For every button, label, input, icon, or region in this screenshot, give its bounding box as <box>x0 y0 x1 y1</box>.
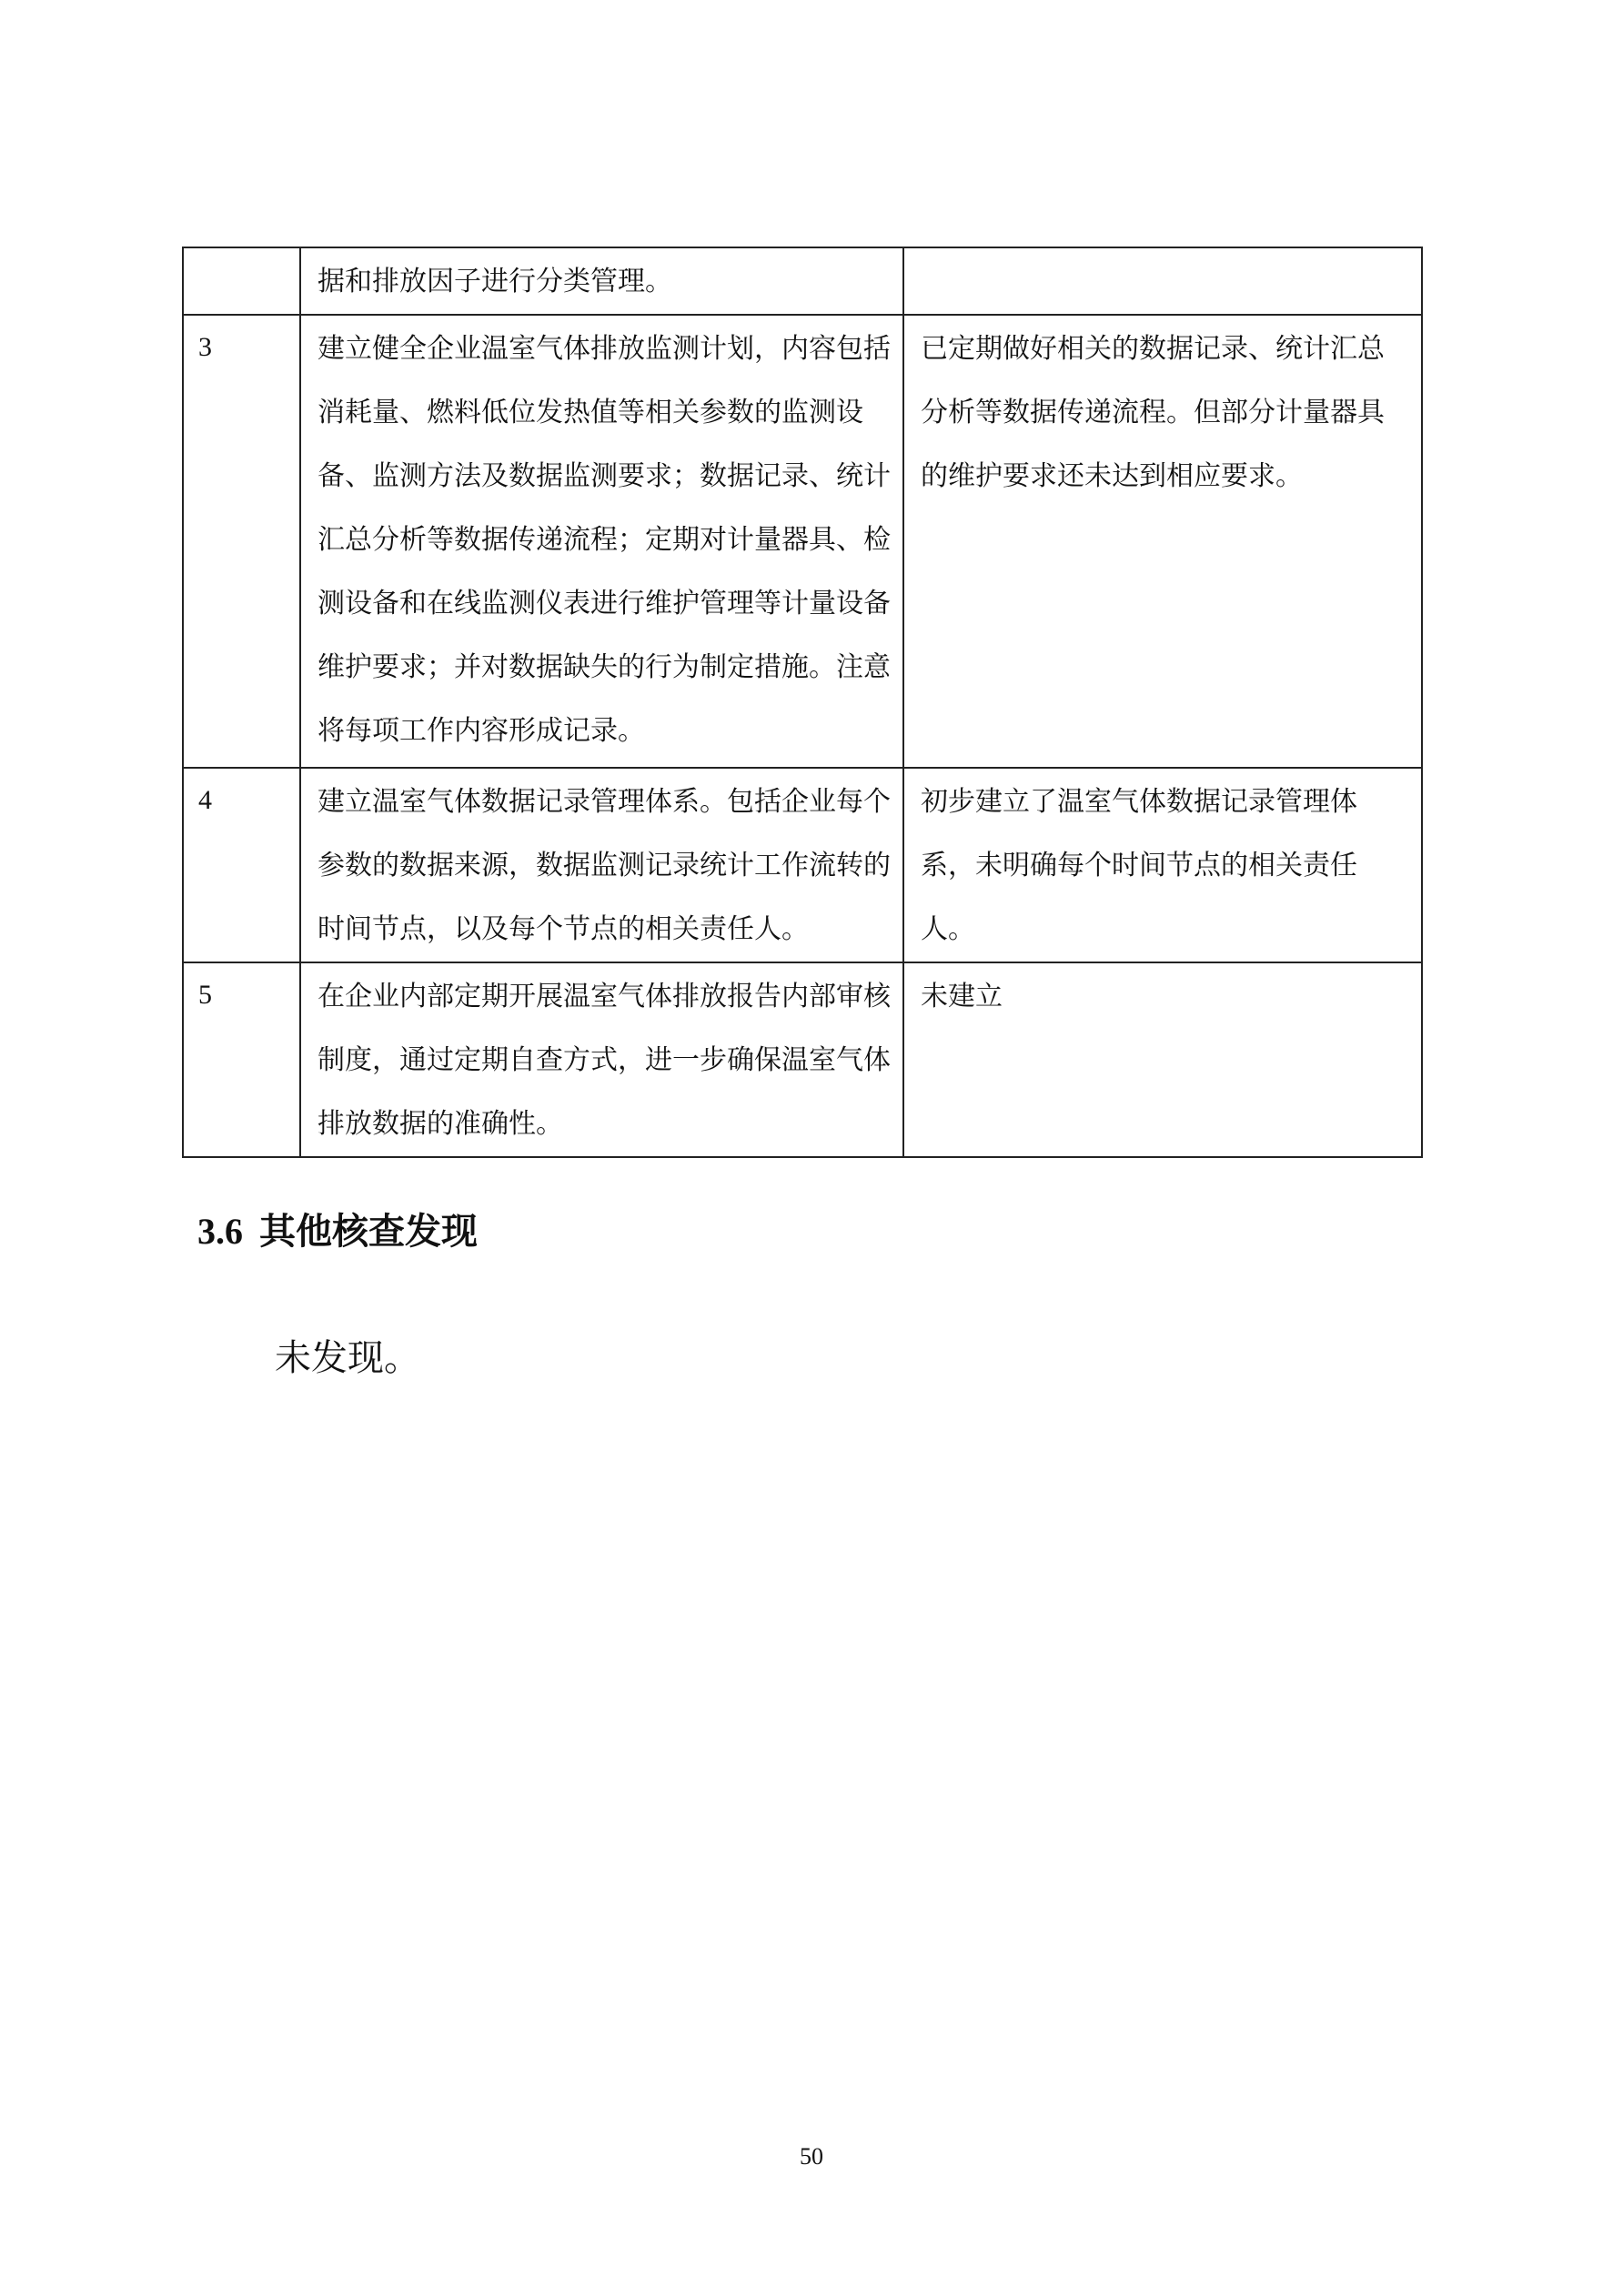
requirement-cell <box>300 247 903 315</box>
table-row <box>183 315 1422 768</box>
status-cell <box>903 247 1422 315</box>
status-text: 未建立 <box>921 981 1003 1012</box>
requirement-text: 建立温室气体数据记录管理体系。包括企业每个参数的数据来源，数据监测记录统计工作流转的时间节点，以及每个节点的相关责任人。 <box>318 786 891 945</box>
requirement-cell <box>300 962 903 1157</box>
section-title: 其他核查发现 <box>259 1210 478 1253</box>
status-text <box>921 248 1410 250</box>
status-cell <box>903 315 1422 768</box>
row-number-cell: 5 <box>183 962 300 1157</box>
section-body-text: 未发现。 <box>275 1337 420 1379</box>
status-text: 已定期做好相关的数据记录、统计汇总分析等数据传递流程。但部分计量器具的维护要求还未达到相应要求。 <box>921 333 1385 492</box>
table-row <box>183 768 1422 962</box>
status-cell <box>903 962 1422 1157</box>
row-number-cell <box>183 247 300 315</box>
requirement-text: 建立健全企业温室气体排放监测计划，内容包括消耗量、燃料低位发热值等相关参数的监测设备、监测方法及数据监测要求；数据记录、统计汇总分析等数据传递流程；定期对计量器具、检测设备和在线监测仪表进行维护管理等计量设备维护要求；并对数据缺失的行为制定措施。注意将每项工作内容形成记录。 <box>318 333 891 747</box>
requirement-cell <box>300 768 903 962</box>
requirement-cell <box>300 315 903 768</box>
status-text: 初步建立了温室气体数据记录管理体系，未明确每个时间节点的相关责任人。 <box>921 786 1357 945</box>
page-number: 50 <box>800 2143 823 2170</box>
requirement-text: 据和排放因子进行分类管理。 <box>318 266 672 297</box>
section-number: 3.6 <box>197 1211 243 1252</box>
findings-table <box>182 247 1423 1158</box>
row-number-cell: 4 <box>183 768 300 962</box>
table-row <box>183 247 1422 315</box>
status-cell <box>903 768 1422 962</box>
row-number-cell: 3 <box>183 315 300 768</box>
requirement-text: 在企业内部定期开展温室气体排放报告内部审核制度，通过定期自查方式，进一步确保温室气体排放数据的准确性。 <box>318 981 891 1140</box>
table-row <box>183 962 1422 1157</box>
section-heading <box>197 1204 478 1259</box>
